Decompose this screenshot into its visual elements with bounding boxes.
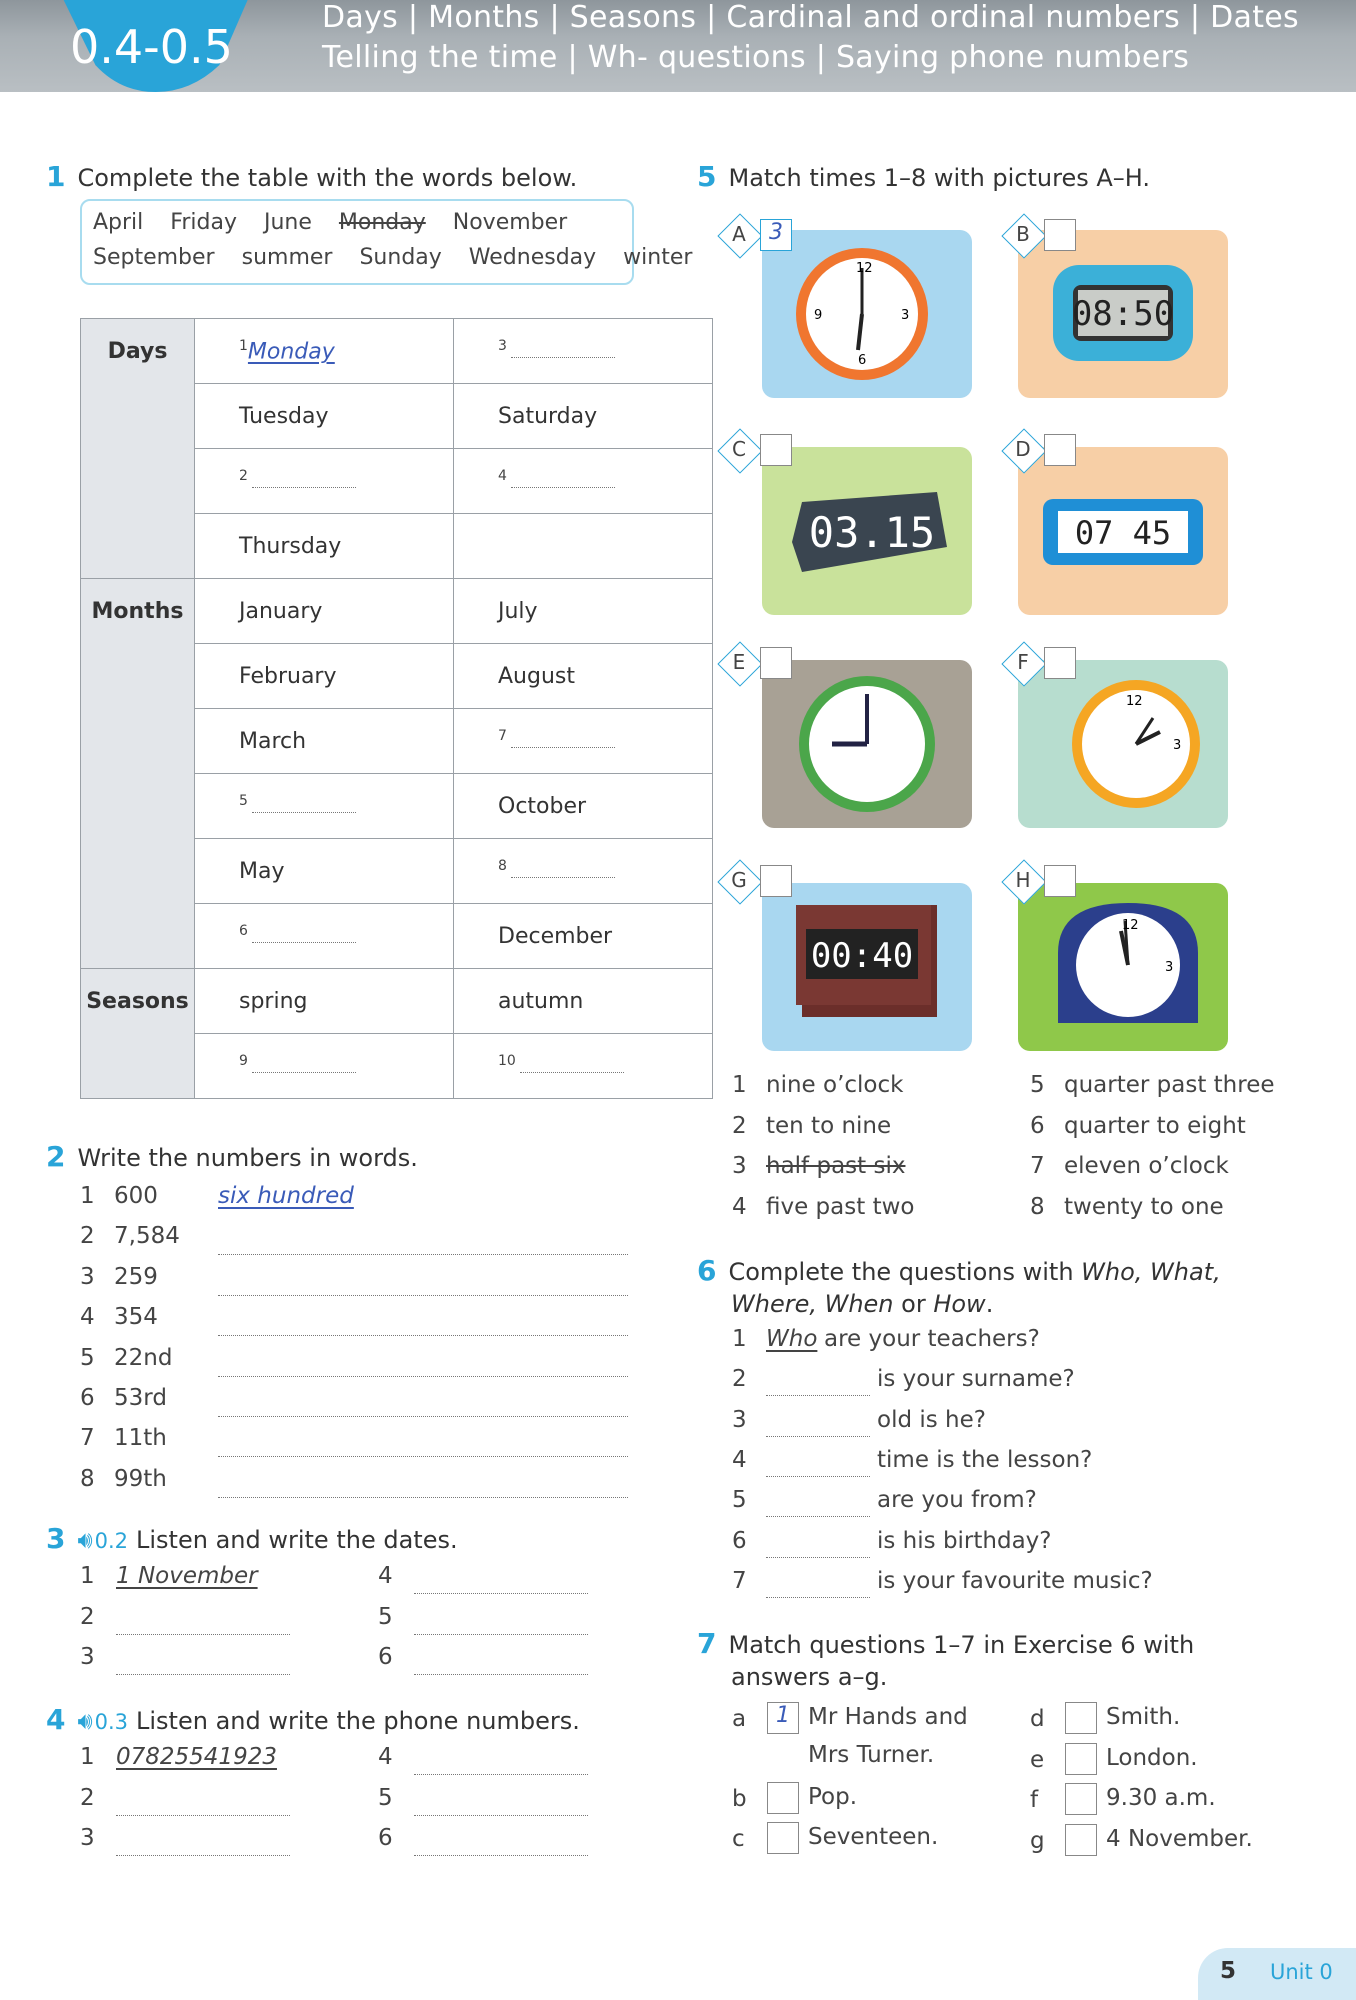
ex6-wh-words: Where, When <box>731 1290 894 1318</box>
item-number: 1 <box>239 337 248 354</box>
table-cell <box>454 969 713 1034</box>
svg-text:08:50: 08:50 <box>1071 294 1175 334</box>
ex2-title <box>46 1140 418 1173</box>
table-cell <box>195 1034 454 1099</box>
list-item <box>80 1304 158 1330</box>
ex3-instruction: Listen and write the dates. <box>136 1526 458 1554</box>
item-number: 6 <box>732 1527 747 1554</box>
picture-letter: C <box>732 437 746 461</box>
table-cell <box>454 384 713 449</box>
ex6-title <box>697 1255 1221 1320</box>
track-number: 0.2 <box>94 1529 129 1553</box>
time-text: ten to nine <box>766 1112 892 1139</box>
answer-line[interactable] <box>766 1557 870 1558</box>
item-number: 6 <box>378 1644 393 1670</box>
list-item <box>80 1466 167 1492</box>
ex1-number: 1 <box>46 160 66 193</box>
answer-letter: c <box>732 1826 745 1852</box>
picture-f <box>1018 660 1228 828</box>
analog-clock-icon <box>1018 883 1228 1051</box>
item-number: 6 <box>80 1385 95 1411</box>
time-number: 7 <box>1030 1153 1045 1179</box>
ex6-number: 6 <box>697 1254 717 1287</box>
item-number: 4 <box>80 1304 95 1331</box>
item-number: 2 <box>80 1784 95 1811</box>
answer-box[interactable] <box>760 434 792 466</box>
question-text: are your teachers? <box>824 1326 1040 1352</box>
svg-text:3: 3 <box>901 308 910 323</box>
cell-text: August <box>498 663 575 689</box>
cell-text: Thursday <box>239 533 342 559</box>
table-cell <box>454 579 713 644</box>
table-cell <box>454 709 713 774</box>
item-number-value: 22nd <box>114 1344 173 1371</box>
answer-box[interactable]: 1 <box>767 1702 799 1734</box>
answer-line[interactable] <box>766 1476 870 1477</box>
svg-text:9: 9 <box>814 308 823 323</box>
answer-text: Mrs Turner. <box>808 1742 935 1768</box>
answer-text: 4 November. <box>1106 1825 1253 1852</box>
time-number: 2 <box>732 1112 747 1139</box>
item-number: 1 <box>80 1744 95 1770</box>
answer-line[interactable] <box>116 1855 290 1856</box>
ex6-instruction: or <box>893 1290 934 1318</box>
answer-line[interactable] <box>218 1455 628 1457</box>
answer-line[interactable] <box>414 1634 588 1635</box>
digital-clock-icon <box>762 447 972 615</box>
answer-box[interactable] <box>1065 1824 1097 1856</box>
picture-letter: E <box>732 650 746 674</box>
answer-text: Smith. <box>1106 1704 1181 1730</box>
answer-box[interactable] <box>1065 1743 1097 1775</box>
ex7-title <box>697 1628 1194 1693</box>
svg-text:6: 6 <box>858 353 867 368</box>
item-number: 5 <box>732 1487 747 1514</box>
answer-text: Monday <box>247 339 335 365</box>
ex6-instruction: . <box>985 1290 994 1318</box>
cell-text: February <box>239 663 337 689</box>
time-number: 3 <box>732 1153 747 1179</box>
item-number-value: 7,584 <box>114 1223 180 1250</box>
table-cell <box>195 969 454 1034</box>
vocab-table <box>80 318 713 1099</box>
answer-text: Seventeen. <box>808 1824 939 1850</box>
item-number: 3 <box>732 1406 747 1433</box>
answer-box[interactable] <box>1065 1702 1097 1734</box>
item-number: 7 <box>498 727 507 744</box>
answer-text: 07825541923 <box>116 1744 277 1770</box>
time-number: 1 <box>732 1072 747 1098</box>
question-text: time is the lesson? <box>877 1446 1093 1473</box>
question-text: old is he? <box>877 1406 986 1433</box>
item-number: 10 <box>498 1052 516 1069</box>
list-item <box>80 1385 167 1411</box>
audio-icon[interactable]: 🔊︎ <box>77 1707 93 1735</box>
table-cell <box>195 774 454 839</box>
table-cell <box>454 514 713 579</box>
item-number: 7 <box>732 1567 747 1594</box>
picture-letter: A <box>732 222 746 246</box>
time-text: nine o’clock <box>766 1072 904 1098</box>
item-number: 2 <box>732 1366 747 1393</box>
item-number: 2 <box>80 1603 95 1630</box>
ex3-title <box>46 1522 458 1555</box>
table-cell <box>195 514 454 579</box>
word: November <box>452 210 568 235</box>
lesson-code: 0.4-0.5 <box>70 20 233 74</box>
table-cell <box>454 904 713 969</box>
word: Friday <box>170 210 237 235</box>
digital-clock-icon <box>1018 447 1228 615</box>
answer-line[interactable] <box>766 1597 870 1598</box>
item-number: 2 <box>239 467 248 484</box>
answer-line[interactable] <box>218 1294 628 1296</box>
audio-icon[interactable]: 🔊︎ <box>77 1526 93 1554</box>
item-number: 3 <box>80 1644 95 1670</box>
answer-line[interactable] <box>218 1496 628 1498</box>
time-text: twenty to one <box>1064 1193 1224 1220</box>
table-cell <box>195 384 454 449</box>
answer-letter: f <box>1030 1787 1039 1813</box>
ex4-instruction: Listen and write the phone numbers. <box>136 1707 580 1735</box>
ex7-instruction: answers a–g. <box>731 1663 888 1691</box>
word-box-row2 <box>93 245 712 270</box>
ex1-instruction: Complete the table with the words below. <box>77 164 578 192</box>
item-number: 4 <box>378 1744 393 1770</box>
ex4-title <box>46 1703 580 1736</box>
answer-box[interactable] <box>1044 865 1076 897</box>
analog-clock-icon <box>762 230 972 398</box>
item-number: 4 <box>378 1563 393 1589</box>
answer-text: six hundred <box>218 1183 354 1209</box>
ex3-number: 3 <box>46 1522 66 1555</box>
picture-letter: G <box>731 868 747 892</box>
item-number: 1 <box>80 1183 95 1209</box>
table-cell <box>195 904 454 969</box>
list-item <box>80 1183 158 1209</box>
answer-line[interactable] <box>252 486 356 488</box>
list-item <box>80 1345 172 1371</box>
analog-clock-icon <box>1018 660 1228 828</box>
answer-box[interactable] <box>1044 647 1076 679</box>
time-text: five past two <box>766 1193 915 1220</box>
list-item <box>80 1425 167 1451</box>
picture-h <box>1018 883 1228 1051</box>
svg-text:12: 12 <box>1122 918 1139 933</box>
table-row <box>81 579 713 644</box>
table-cell <box>195 839 454 904</box>
answer-letter: b <box>732 1786 747 1812</box>
answer-line[interactable] <box>218 1253 628 1255</box>
table-cell <box>454 319 713 384</box>
picture-letter: D <box>1015 437 1031 461</box>
answer-line[interactable] <box>414 1593 588 1594</box>
answer-line[interactable] <box>511 356 615 358</box>
cell-text: March <box>239 728 307 754</box>
table-cell <box>195 709 454 774</box>
ex6-instruction: Complete the questions with <box>728 1258 1082 1286</box>
answer-box[interactable] <box>760 865 792 897</box>
ex2-instruction: Write the numbers in words. <box>77 1144 418 1172</box>
picture-a <box>762 230 972 398</box>
table-cell <box>195 449 454 514</box>
answer-text: 9.30 a.m. <box>1106 1785 1216 1811</box>
table-category: Days <box>81 319 195 579</box>
word: June <box>263 210 312 235</box>
time-text: eleven o’clock <box>1064 1153 1229 1179</box>
item-number: 4 <box>732 1446 747 1473</box>
answer-line[interactable] <box>252 811 356 813</box>
answer-line[interactable] <box>116 1634 290 1635</box>
answer-line[interactable] <box>511 876 615 878</box>
answer-line[interactable] <box>252 941 356 943</box>
answer-line[interactable] <box>218 1375 628 1377</box>
item-number: 5 <box>378 1784 393 1811</box>
answer-box[interactable] <box>767 1822 799 1854</box>
picture-letter: B <box>1016 222 1030 246</box>
item-number: 4 <box>498 467 507 484</box>
answer-box[interactable]: 3 <box>760 219 792 251</box>
cell-text: Tuesday <box>239 403 329 429</box>
track-number: 0.3 <box>94 1710 129 1734</box>
answer-text: Pop. <box>808 1784 858 1810</box>
ex5-number: 5 <box>697 160 717 193</box>
answer-line[interactable] <box>766 1436 870 1437</box>
cell-text: May <box>239 858 285 884</box>
item-number: 8 <box>80 1465 95 1492</box>
cell-text: July <box>498 598 538 624</box>
time-number: 5 <box>1030 1072 1045 1098</box>
cell-text: October <box>498 793 587 819</box>
answer-line[interactable] <box>218 1415 628 1417</box>
answer-line[interactable] <box>116 1815 290 1816</box>
item-number: 3 <box>80 1263 95 1290</box>
item-number: 1 <box>80 1563 95 1589</box>
time-number: 4 <box>732 1193 747 1220</box>
header-topics-line2: Telling the time | Wh- questions | Saying phone numbers <box>322 40 1190 75</box>
picture-b <box>1018 230 1228 398</box>
unit-label: Unit 0 <box>1270 1960 1333 1984</box>
picture-g <box>762 883 972 1051</box>
item-number-value: 259 <box>114 1263 158 1290</box>
digital-clock-icon <box>762 883 972 1051</box>
answer-text: Who <box>766 1326 818 1352</box>
word: Sunday <box>359 245 442 270</box>
table-row <box>81 319 713 384</box>
item-number-value: 354 <box>114 1304 158 1331</box>
table-row <box>81 969 713 1034</box>
item-number: 7 <box>80 1425 95 1452</box>
item-number: 5 <box>80 1344 95 1371</box>
item-number-value: 11th <box>114 1425 167 1452</box>
answer-letter: a <box>732 1706 747 1732</box>
question-text: is your surname? <box>877 1366 1075 1393</box>
cell-text: December <box>498 923 613 949</box>
svg-text:12: 12 <box>1126 694 1143 709</box>
table-cell <box>454 449 713 514</box>
answer-box[interactable] <box>760 647 792 679</box>
answer-line[interactable] <box>116 1674 290 1675</box>
table-cell <box>454 644 713 709</box>
list-item <box>80 1264 158 1290</box>
item-number: 6 <box>239 922 248 939</box>
page-number: 5 <box>1220 1958 1237 1984</box>
cell-text: January <box>239 598 323 624</box>
cell-text: spring <box>239 988 308 1014</box>
item-number: 6 <box>378 1825 393 1851</box>
svg-text:07 45: 07 45 <box>1074 514 1172 552</box>
item-number-value: 99th <box>114 1465 167 1492</box>
svg-text:12: 12 <box>856 261 873 276</box>
ex2-number: 2 <box>46 1140 66 1173</box>
svg-text:00:40: 00:40 <box>810 936 914 976</box>
answer-line[interactable] <box>511 486 615 488</box>
time-text: quarter to eight <box>1064 1112 1246 1139</box>
ex5-instruction: Match times 1–8 with pictures A–H. <box>728 164 1151 192</box>
word: Wednesday <box>468 245 597 270</box>
answer-line[interactable] <box>511 746 615 748</box>
ex7-number: 7 <box>697 1627 717 1660</box>
time-number: 6 <box>1030 1112 1045 1139</box>
word: summer <box>241 245 333 270</box>
ex6-wh-words: Who, What, <box>1081 1258 1221 1286</box>
answer-line[interactable] <box>252 1071 356 1073</box>
answer-box[interactable] <box>1044 434 1076 466</box>
answer-box[interactable] <box>767 1782 799 1814</box>
answer-line[interactable] <box>414 1774 588 1775</box>
answer-letter: e <box>1030 1746 1045 1773</box>
answer-line[interactable] <box>766 1516 870 1517</box>
svg-text:3: 3 <box>1165 960 1174 975</box>
ex4-number: 4 <box>46 1703 66 1736</box>
answer-line[interactable] <box>520 1071 624 1073</box>
item-number: 1 <box>732 1326 747 1352</box>
ex5-title <box>697 160 1150 193</box>
table-category: Seasons <box>81 969 195 1099</box>
answer-text: Mr Hands and <box>808 1704 968 1730</box>
table-cell <box>195 319 454 384</box>
answer-text: 1 November <box>116 1563 258 1589</box>
cell-text: autumn <box>498 988 584 1014</box>
word: September <box>93 245 215 270</box>
table-cell <box>454 1034 713 1099</box>
answer-line[interactable] <box>218 1334 628 1336</box>
question-text: is his birthday? <box>877 1527 1052 1554</box>
ex1-title <box>46 160 577 193</box>
answer-box[interactable] <box>1065 1783 1097 1815</box>
question-text: is your favourite music? <box>877 1567 1153 1594</box>
time-text: quarter past three <box>1064 1072 1275 1098</box>
answer-text: London. <box>1106 1744 1198 1771</box>
question-text: are you from? <box>877 1487 1037 1514</box>
table-cell <box>454 839 713 904</box>
item-number: 2 <box>80 1223 95 1250</box>
picture-d <box>1018 447 1228 615</box>
table-cell <box>454 774 713 839</box>
answer-letter: g <box>1030 1827 1045 1854</box>
answer-box[interactable] <box>1044 219 1076 251</box>
picture-letter: H <box>1015 868 1031 892</box>
word-box-row1 <box>93 210 587 235</box>
picture-letter: F <box>1017 650 1029 674</box>
item-number: 5 <box>378 1603 393 1630</box>
word: April <box>93 210 144 235</box>
item-number: 5 <box>239 792 248 809</box>
svg-text:3: 3 <box>1173 738 1182 753</box>
word: winter <box>623 245 693 270</box>
answer-line[interactable] <box>414 1855 588 1856</box>
cell-text: Saturday <box>498 403 598 429</box>
time-number: 8 <box>1030 1193 1045 1220</box>
table-cell <box>195 644 454 709</box>
item-number: 3 <box>498 337 507 354</box>
picture-c <box>762 447 972 615</box>
answer-line[interactable] <box>414 1815 588 1816</box>
analog-clock-icon <box>762 660 972 828</box>
digital-clock-icon <box>1018 230 1228 398</box>
svg-text:03.15: 03.15 <box>808 508 936 557</box>
answer-line[interactable] <box>766 1395 870 1396</box>
ex6-wh-words: How <box>933 1290 986 1318</box>
item-number: 3 <box>80 1825 95 1851</box>
list-item <box>80 1223 180 1249</box>
table-cell <box>195 579 454 644</box>
item-number-value: 53rd <box>114 1385 167 1411</box>
ex7-instruction: Match questions 1–7 in Exercise 6 with <box>728 1631 1195 1659</box>
item-number-value: 600 <box>114 1183 158 1209</box>
time-text: half past six <box>766 1153 906 1179</box>
answer-letter: d <box>1030 1706 1045 1732</box>
item-number: 8 <box>498 857 507 874</box>
picture-e <box>762 660 972 828</box>
header-topics-line1: Days | Months | Seasons | Cardinal and ordinal numbers | Dates <box>322 0 1299 35</box>
answer-line[interactable] <box>414 1674 588 1675</box>
item-number: 9 <box>239 1052 248 1069</box>
table-category: Months <box>81 579 195 969</box>
word-struck: Monday <box>338 210 426 235</box>
